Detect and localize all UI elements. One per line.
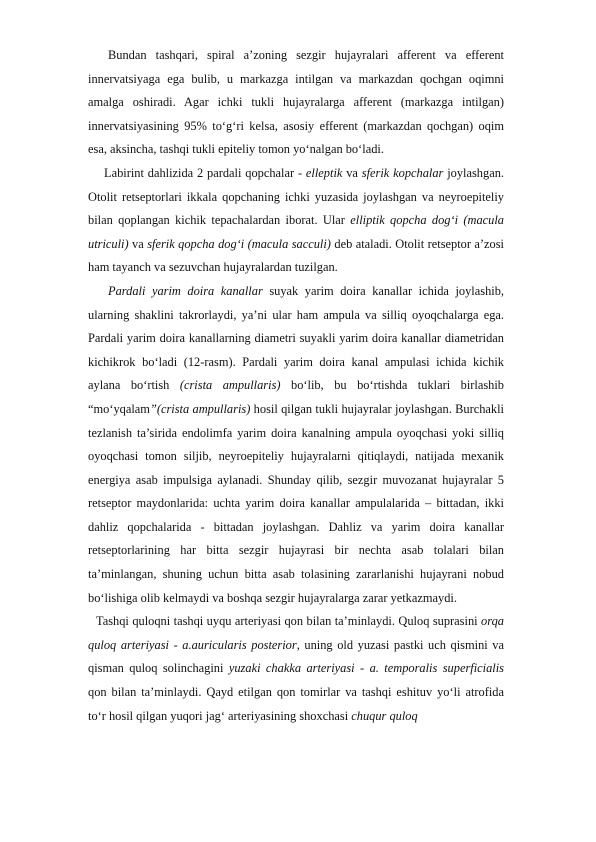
text-run: Tashqi quloqni tashqi uyqu arteriyasi qon bilan ta’minlaydi. Quloq suprasini [96,614,482,629]
text-run: Bundan tashqari, spiral a’zoning sezgir hujayralari afferent va efferent innervatsiyaga ega bulib, u markazga intilgan va markazdan qochgan oqimni amalga oshiradi. Agar ichki tukli hujayralarga afferent (markazga intilgan) innervatsiyasining 95% to‘g‘ri kelsa, asosiy efferent (markazdan qochgan) oqim esa, aksincha, tashqi tukli epiteliy tomon yo‘nalgan bo‘ladi. [88,48,504,157]
text-run: hosil qilgan tukli hujayralar joylashgan. Burchakli tezlanish ta’sirida endolimfa yarim doira kanalning ampula oyoqchasi yoki silliq oyoqchasi tomon siljib, neyroepiteliy hujayralarni qitiqlaydi, natijada mexanik energiya asab impulsiga aylanadi. Shunday qilib, sezgir muvozanat hujayralar 5 retseptor maydonlarida: uchta yarim doira kanallar ampulalarida – bittadan, ikki dahliz qopchalarida - bittadan joylashgan. Dahliz va yarim doira kanallar retseptorlarining har bitta sezgir hujayrasi bir nechta asab tolalari bilan ta’minlangan, shuning uchun bitta asab tolasining zararlanishi hujayrani nobud bo‘lishiga olib kelmaydi va boshqa sezgir hujayralarga zarar yetkazmaydi. [88,401,504,605]
text-run: bo‘lib, bu bo‘rtishda tuklari birlashib “mo‘yqalam [88,378,504,416]
term-italic: (crista ampullaris) [179,378,281,393]
text-run: Labirint dahlizida 2 pardali qopchalar - [104,165,306,180]
term-italic: elliptik qopcha dog‘i (macula utriculi) [88,213,504,251]
text-run: joylashgan. Otolit retseptorlari ikkala qopchaning ichki yuzasida joylashgan va neyroepiteliy bilan qoplangan kichik tepachalardan iborat. Ular [88,165,504,228]
term-italic: ”(crista ampullaris) [149,401,251,416]
term-italic: sferik kopchalar [361,165,444,180]
text-run: , uning old yuzasi pastki uch qismini va qisman quloq solinchagini [88,637,504,676]
text-run: qon bilan ta’minlaydi. Qayd etilgan qon tomirlar va tashqi eshituv yo‘li atrofida to‘r hosil qilgan yuqori jag‘ arteriyasining shoxchasi [88,685,504,723]
term-italic: sferik qopcha dog‘i (macula sacculi) [147,236,331,251]
term-italic: yuzaki chakka arteriyasi - a. temporalis superficialis [228,661,504,676]
paragraph-semicircular-canals [88,280,504,610]
paragraph-otolith-sacs [88,162,504,280]
paragraph-innervation [88,44,504,162]
text-run: deb ataladi. Otolit retseptor a’zosi ham tayanch va sezuvchan hujayralardan tuzilgan. [88,236,504,275]
term-italic: elleptik [305,165,343,180]
text-run: va [342,165,362,180]
term-italic: chuqur quloq [351,708,418,723]
text-run: suyak yarim doira kanallar ichida joylashib, ularning shaklini takrorlaydi, ya’ni ular ham ampula va silliq oyoqchalarga ega. Pardali yarim doira kanallarning diametri suyakli yarim doira kanallar diametridan kichikrok bo‘ladi (12-rasm). Pardali yarim doira kanal ampulasi ichida kichik aylana bo‘rtish [88,283,504,393]
paragraph-blood-supply [88,610,504,728]
term-italic: orqa quloq arteriyasi - a.auricularis posterior [88,614,504,652]
document-page [88,44,504,728]
text-run: va [128,236,148,251]
term-italic: Pardali yarim doira kanallar [108,283,263,298]
